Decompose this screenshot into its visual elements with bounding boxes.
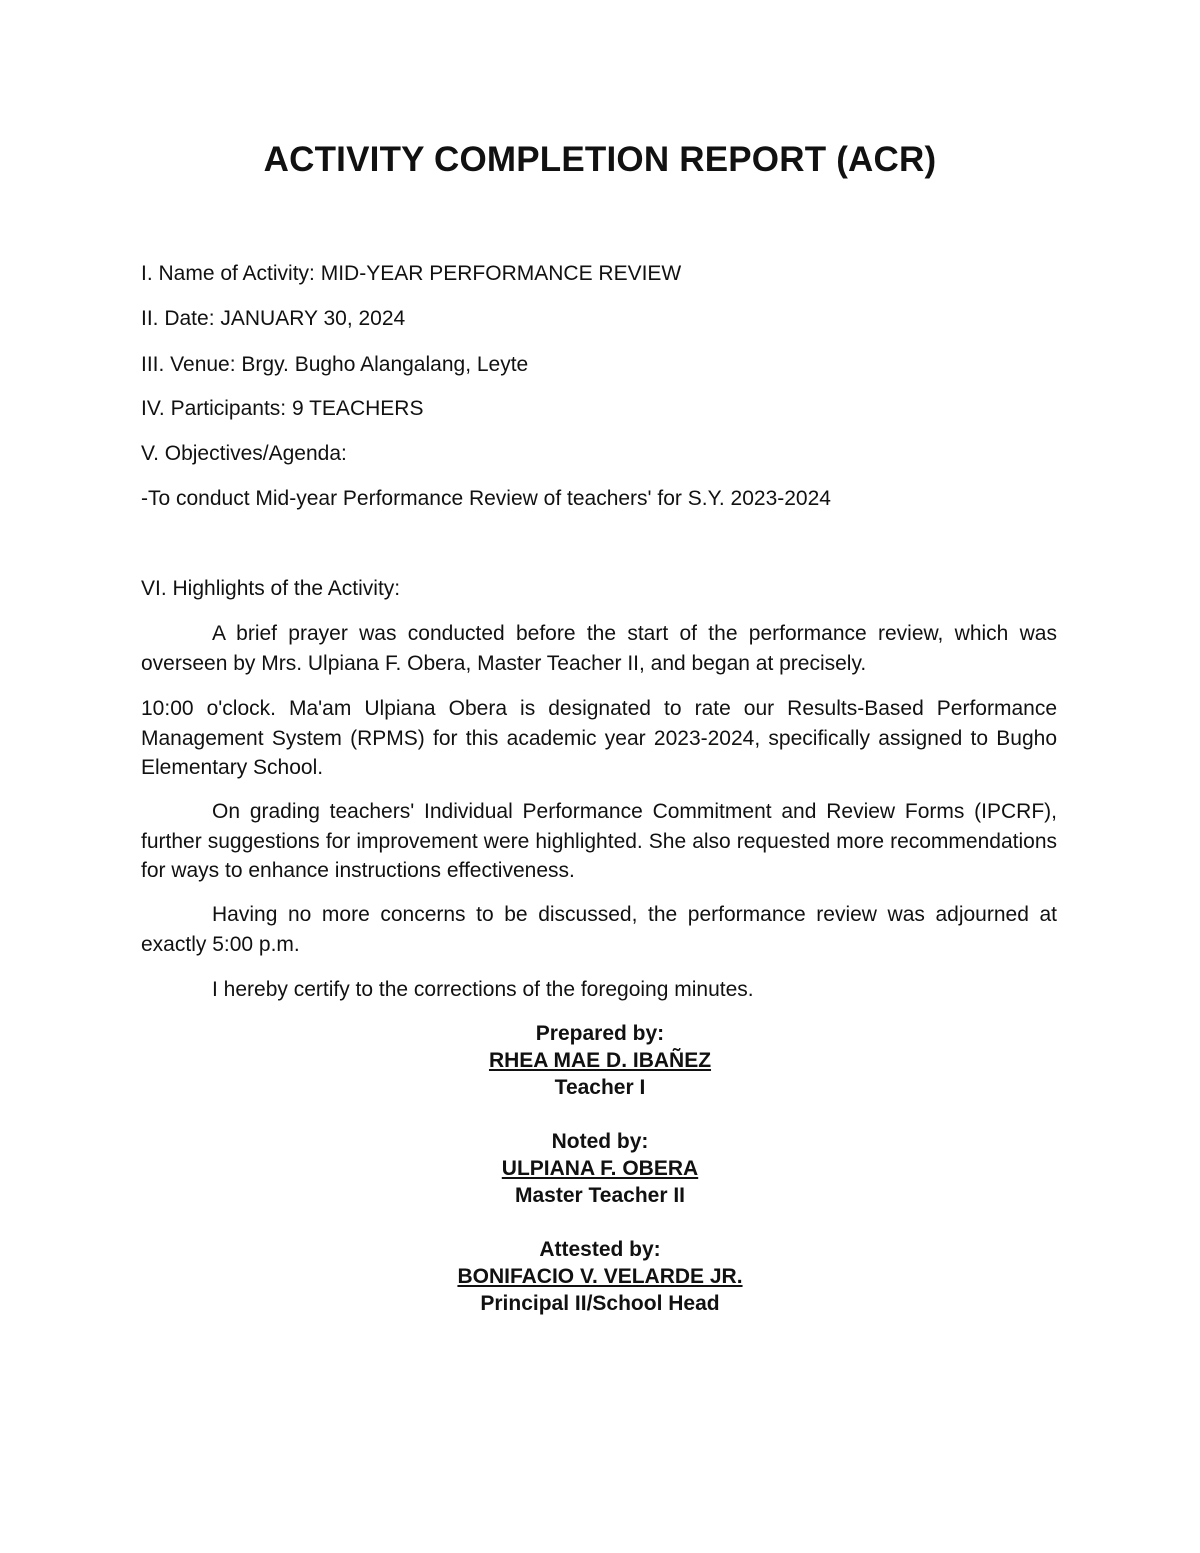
attested-by-position: Principal II/School Head — [480, 1292, 720, 1315]
noted-by-name: ULPIANA F. OBERA — [501, 1157, 699, 1180]
activity-name-line: I. Name of Activity: MID-YEAR PERFORMANCE REVIEW — [141, 262, 682, 285]
noted-by-position: Master Teacher II — [514, 1184, 686, 1207]
noted-by-label: Noted by: — [551, 1130, 649, 1153]
highlights-paragraph-2: 10:00 o'clock. Ma'am Ulpiana Obera is designated to rate our Results-Based Performance Management System (RPMS) for this academic year 2023-2024, specifically assigned to Bugho Elementary School. — [141, 697, 1057, 779]
attested-by-label: Attested by: — [539, 1238, 661, 1261]
participants-line: IV. Participants: 9 TEACHERS — [141, 397, 424, 420]
report-title: ACTIVITY COMPLETION REPORT (ACR) — [263, 140, 937, 179]
objectives-heading: V. Objectives/Agenda: — [141, 442, 347, 465]
highlights-paragraph-3: On grading teachers' Individual Performance Commitment and Review Forms (IPCRF), further suggestions for improvement were highlighted. She also requested more recommendations for ways to enhance instructions effectiveness. — [141, 800, 1057, 882]
date-line: II. Date: JANUARY 30, 2024 — [141, 307, 406, 330]
objective-item: -To conduct Mid-year Performance Review of teachers' for S.Y. 2023-2024 — [141, 487, 831, 510]
prepared-by-position: Teacher I — [554, 1076, 646, 1099]
venue-line: III. Venue: Brgy. Bugho Alangalang, Leyte — [141, 353, 529, 376]
certification-paragraph: I hereby certify to the corrections of the foregoing minutes. — [212, 978, 754, 1001]
highlights-paragraph-4: Having no more concerns to be discussed, the performance review was adjourned at exactly 5:00 p.m. — [141, 903, 1057, 956]
attested-by-name: BONIFACIO V. VELARDE JR. — [457, 1265, 743, 1288]
signature-block — [0, 1020, 1200, 1317]
highlights-paragraph-1: A brief prayer was conducted before the start of the performance review, which was overseen by Mrs. Ulpiana F. Obera, Master Teacher II, and began at precisely. — [141, 622, 1057, 675]
prepared-by-name: RHEA MAE D. IBAÑEZ — [488, 1049, 712, 1072]
highlights-heading: VI. Highlights of the Activity: — [141, 577, 401, 600]
prepared-by-label: Prepared by: — [535, 1022, 665, 1045]
